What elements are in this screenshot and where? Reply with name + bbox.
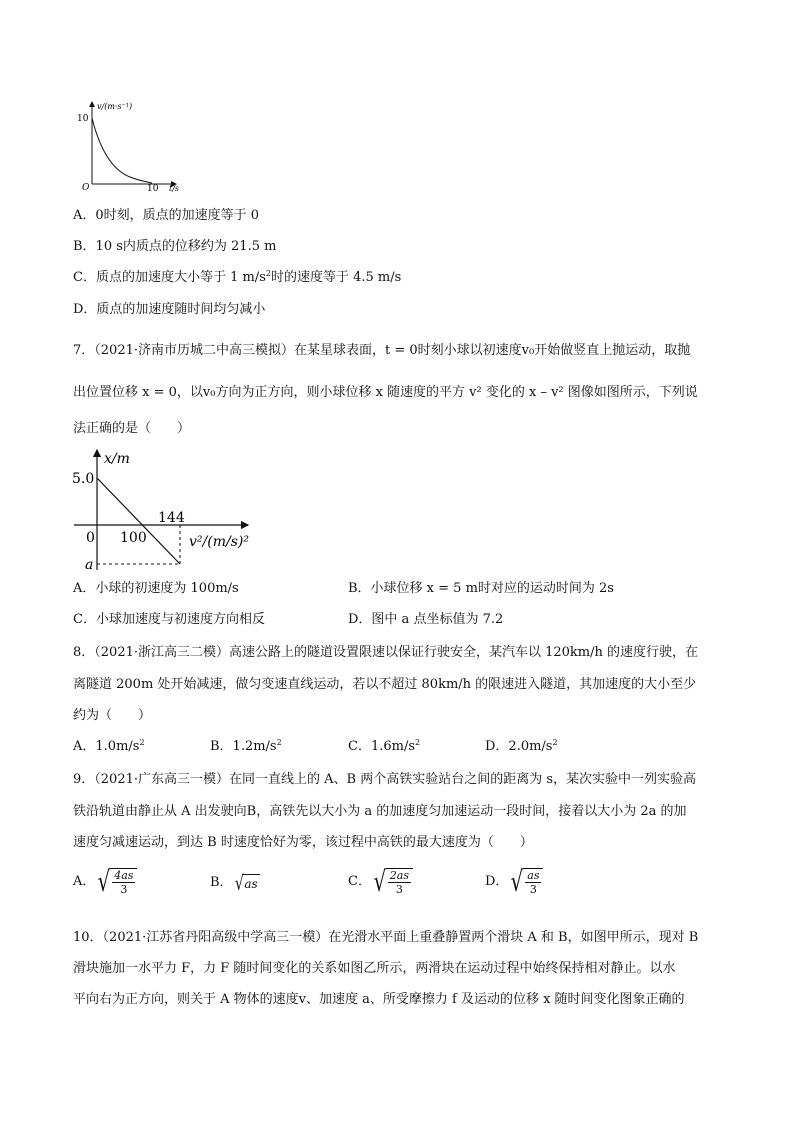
q9-option-c[interactable]	[348, 865, 413, 898]
q9-option-b-radicand: as	[244, 876, 258, 891]
q10-stem-line-1: 10．（2021·江苏省丹阳高级中学高三一模）在光滑水平面上重叠静置两个滑块 A 和 B，如图甲所示，现对 B	[73, 930, 699, 945]
q8-stem-line-2: 离隧道 200m 处开始减速，做匀变速直线运动，若以不超过 80km/h 的限速进入隧道，其加速度的大小至少	[73, 677, 697, 692]
q9-stem-line-2: 铁沿轨道由静止从 A 出发驶向B，高铁先以大小为 a 的加速度匀加速运动一段时间，接着以大小为 2a 的加	[73, 804, 687, 819]
q9-option-c-label: C．	[348, 874, 371, 889]
origin-label: O	[82, 183, 90, 193]
q9-option-a-numerator: 4as	[114, 869, 134, 882]
y-axis-label: v/(m·s⁻¹)	[97, 102, 133, 111]
q8-stem-line-3: 约为（ ）	[73, 708, 152, 723]
q8-stem-line-1: 8．（2021·浙江高三二模）高速公路上的隧道设置限速以保证行驶安全，某汽车以 120km/h 的速度行驶，在	[73, 645, 699, 660]
x-axis-label: v²/(m/s)²	[189, 534, 249, 550]
q7-option-c[interactable]: C．小球加速度与初速度方向相反	[73, 612, 265, 627]
q7-stem-line-1: 7．（2021·济南市历城二中高三模拟）在某星球表面，t = 0时刻小球以初速度v₀开始做竖直上抛运动，取抛	[73, 343, 691, 358]
q9-option-a-denominator: 3	[120, 883, 128, 896]
q9-option-a-label: A．	[73, 874, 96, 889]
q9-option-c-numerator: 2as	[389, 869, 409, 882]
q8-option-a-sup: 2	[139, 738, 145, 747]
x-axis-label: t/s	[169, 184, 180, 193]
q7-stem-line-2: 出位置位移 x = 0，以v₀方向为正方向，则小球位移 x 随速度的平方 v² 变化的 x – v² 图像如图所示，下列说	[73, 385, 698, 400]
velocity-time-graph	[70, 98, 200, 193]
sqrt-symbol: √ $\frac{2as}{3}$	[371, 868, 413, 896]
sqrt-symbol: √ $\frac{as}{3}$	[508, 868, 543, 896]
q8-option-a[interactable]	[73, 738, 145, 756]
q9-option-d[interactable]	[485, 865, 543, 898]
q6-option-c[interactable]	[73, 269, 401, 287]
q7-stem-line-3: 法正确的是（ ）	[73, 421, 191, 436]
q9-option-b[interactable]	[210, 873, 260, 893]
origin-label: 0	[86, 530, 95, 546]
x-v2-graph	[70, 446, 280, 574]
q9-option-d-denominator: 3	[529, 883, 537, 896]
q9-stem-line-1: 9．（2021·广东高三一模）在同一直线上的 A、B 两个高铁实验站台之间的距离为 s，某次实验中一列实验高	[73, 772, 696, 787]
q8-option-c-sup: 2	[415, 738, 421, 747]
q9-option-a[interactable]	[73, 865, 137, 898]
q8-option-c[interactable]	[348, 738, 420, 756]
sqrt-symbol: √ as	[234, 871, 258, 895]
q8-option-d-sup: 2	[552, 738, 558, 747]
q9-stem-line-3: 速度匀减速运动，到达 B 时速度恰好为零，该过程中高铁的最大速度为（ ）	[73, 835, 533, 850]
q7-option-b[interactable]: B．小球位移 x = 5 m时对应的运动时间为 2s	[348, 581, 614, 596]
y-tick-5: 5.0	[72, 471, 95, 487]
q9-option-c-denominator: 3	[395, 883, 403, 896]
q8-option-b[interactable]	[210, 738, 282, 756]
q7-option-a[interactable]: A．小球的初速度为 100m/s	[73, 581, 239, 596]
y-tick-10: 10	[77, 114, 89, 124]
q6-option-d[interactable]: D．质点的加速度随时间均匀减小	[73, 302, 266, 317]
q10-stem-line-2: 滑块施加一水平力 F，力 F 随时间变化的关系如图乙所示，两滑块在运动过程中始终保持相对静止。以水	[73, 961, 676, 976]
q8-option-b-text: B．1.2m/s	[210, 739, 277, 754]
q6-option-c-text-2: 时的速度等于 4.5 m/s	[270, 270, 402, 285]
q9-option-d-label: D．	[485, 874, 509, 889]
q9-option-b-label: B．	[210, 875, 233, 890]
a-label: a	[85, 557, 94, 573]
q8-option-d-text: D．2.0m/s	[485, 739, 553, 754]
q7-option-d[interactable]: D．图中 a 点坐标值为 7.2	[348, 612, 504, 627]
x-tick-144: 144	[158, 510, 185, 526]
q6-option-b[interactable]: B．10 s内质点的位移约为 21.5 m	[73, 239, 277, 254]
q8-option-a-text: A．1.0m/s	[73, 739, 140, 754]
sqrt-symbol: √ $\frac{4as}{3}$	[95, 868, 137, 896]
q10-stem-line-3: 平向右为正方向，则关于 A 物体的速度v、加速度 a、所受摩擦力 f 及运动的位移 x 随时间变化图象正确的	[73, 992, 685, 1007]
x-tick-100: 100	[120, 530, 147, 546]
q8-option-b-sup: 2	[276, 738, 282, 747]
x-tick-10: 10	[147, 184, 159, 193]
y-axis-label: x/m	[104, 451, 130, 467]
q6-option-a[interactable]: A．0时刻，质点的加速度等于 0	[73, 208, 260, 223]
q8-option-d[interactable]	[485, 738, 558, 756]
q6-option-c-text: C．质点的加速度大小等于 1 m/s	[73, 270, 266, 285]
decay-curve	[92, 118, 152, 183]
q6-option-c-sup: 2	[265, 269, 271, 278]
q9-option-d-numerator: as	[527, 869, 540, 882]
q8-option-c-text: C．1.6m/s	[348, 739, 415, 754]
